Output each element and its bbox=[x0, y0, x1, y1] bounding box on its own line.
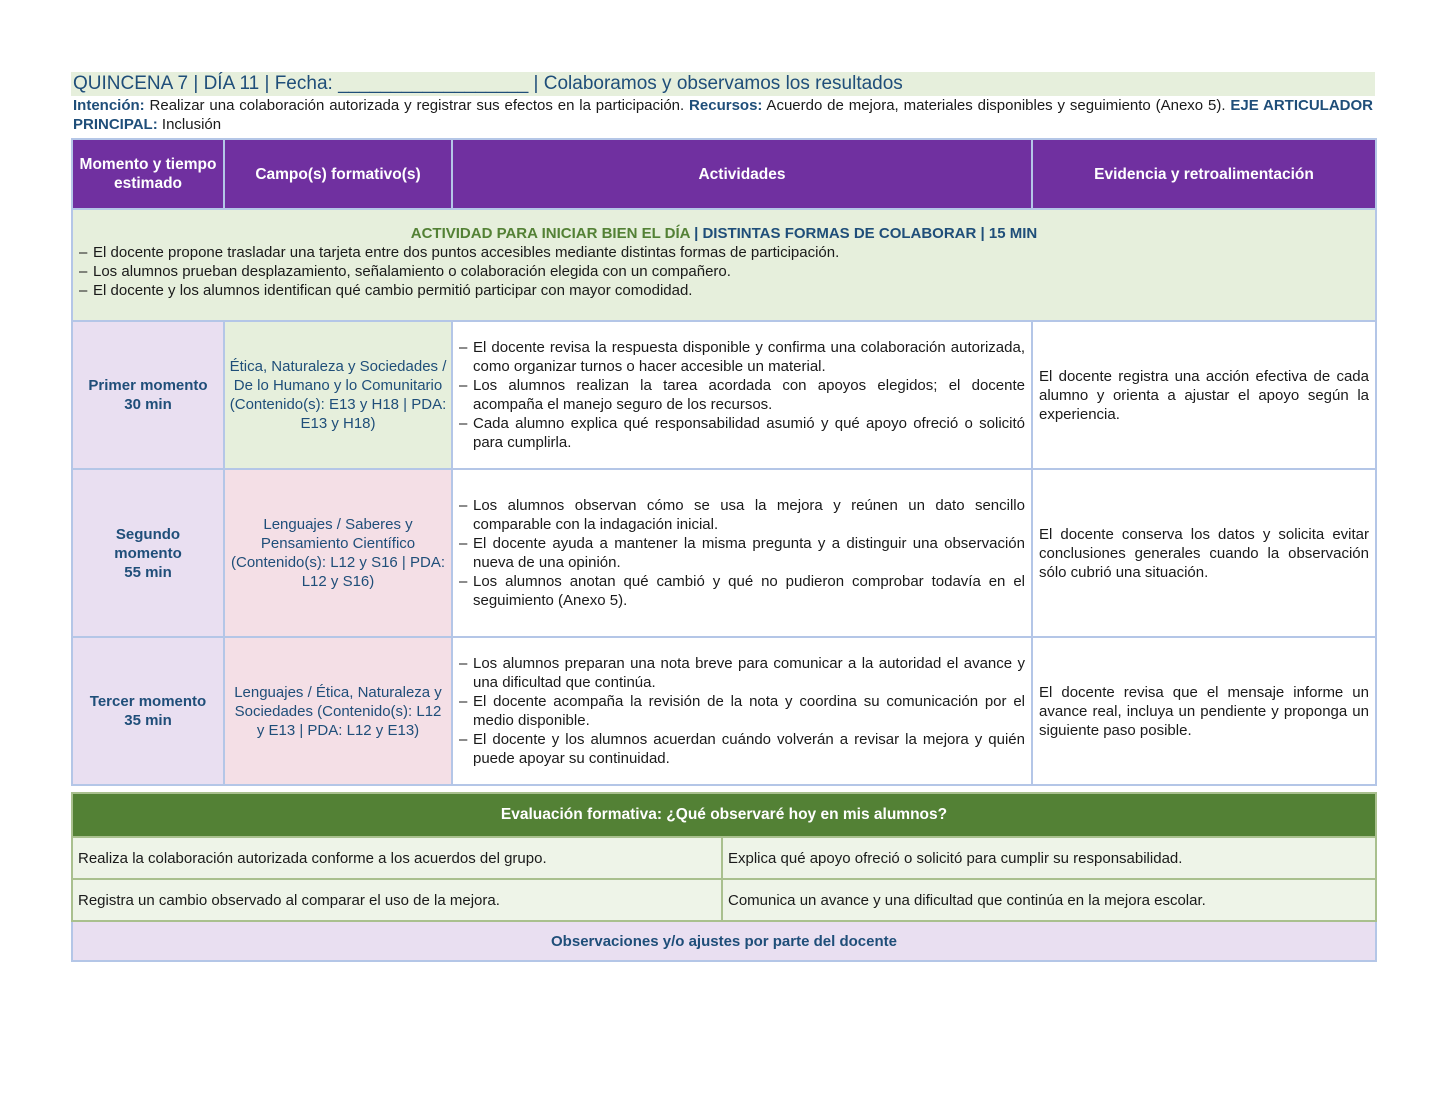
table-row bbox=[72, 837, 1376, 879]
header-campo: Campo(s) formativo(s) bbox=[224, 139, 452, 209]
starter-activity bbox=[72, 209, 1376, 321]
actividades-list bbox=[459, 654, 1025, 768]
intention-paragraph bbox=[71, 96, 1375, 134]
recursos-label: Recursos: bbox=[689, 97, 763, 114]
observations-label: Observaciones y/o ajustes por parte del docente bbox=[72, 921, 1376, 961]
list-item: – Cada alumno explica qué responsabilidad asumió y qué apoyo ofreció o solicitó para cumplirla. bbox=[459, 414, 1025, 452]
evaluation-item: Realiza la colaboración autorizada conforme a los acuerdos del grupo. bbox=[72, 837, 722, 879]
momento-cell bbox=[72, 321, 224, 469]
evidencia-cell: El docente revisa que el mensaje informe un avance real, incluya un pendiente y proponga un siguiente paso posible. bbox=[1032, 637, 1376, 785]
list-item: – Los alumnos preparan una nota breve para comunicar a la autoridad el avance y una dificultad que continúa. bbox=[459, 654, 1025, 692]
page-title: QUINCENA 7 | DÍA 11 | Fecha: __________________ | Colaboramos y observamos los resultados bbox=[71, 72, 1375, 96]
table-row bbox=[72, 637, 1376, 785]
list-item: – El docente y los alumnos identifican qué cambio permitió participar con mayor comodidad. bbox=[79, 281, 1369, 300]
starter-title-green: ACTIVIDAD PARA INICIAR BIEN EL DÍA bbox=[410, 225, 690, 242]
campo-cell: Ética, Naturaleza y Sociedades / De lo Humano y lo Comunitario (Contenido(s): E13 y H18 | PDA: E13 y H18) bbox=[224, 321, 452, 469]
table-row bbox=[72, 879, 1376, 921]
momento-time: 35 min bbox=[124, 712, 172, 729]
activities-table bbox=[71, 138, 1377, 786]
list-item: – Los alumnos prueban desplazamiento, señalamiento o colaboración elegida con un compañero. bbox=[79, 262, 1369, 281]
list-item: – El docente ayuda a mantener la misma pregunta y a distinguir una observación nueva de una opinión. bbox=[459, 534, 1025, 572]
campo-cell: Lenguajes / Ética, Naturaleza y Sociedades (Contenido(s): L12 y E13 | PDA: L12 y E13) bbox=[224, 637, 452, 785]
observations-row bbox=[72, 921, 1376, 961]
actividades-cell bbox=[452, 469, 1032, 637]
evaluation-item: Registra un cambio observado al comparar el uso de la mejora. bbox=[72, 879, 722, 921]
recursos-text: Acuerdo de mejora, materiales disponibles y seguimiento (Anexo 5). bbox=[762, 97, 1231, 114]
momento-cell bbox=[72, 637, 224, 785]
evaluation-header-row bbox=[72, 793, 1376, 837]
starter-title-blue: | DISTINTAS FORMAS DE COLABORAR | 15 MIN bbox=[689, 225, 1038, 242]
momento-label: Segundo momento bbox=[114, 525, 182, 562]
starter-title bbox=[79, 224, 1369, 243]
intencion-text: Realizar una colaboración autorizada y registrar sus efectos en la participación. bbox=[144, 97, 690, 114]
intencion-label: Intención: bbox=[73, 97, 145, 114]
header-evidencia: Evidencia y retroalimentación bbox=[1032, 139, 1376, 209]
eje-text: Inclusión bbox=[157, 116, 222, 133]
evidencia-cell: El docente conserva los datos y solicita evitar conclusiones generales cuando la observación sólo cubrió una situación. bbox=[1032, 469, 1376, 637]
table-row bbox=[72, 321, 1376, 469]
actividades-list bbox=[459, 496, 1025, 610]
list-item: – El docente revisa la respuesta disponible y confirma una colaboración autorizada, como organizar turnos o hacer accesible un material. bbox=[459, 338, 1025, 376]
momento-cell bbox=[72, 469, 224, 637]
momento-time: 30 min bbox=[124, 396, 172, 413]
evaluation-item: Explica qué apoyo ofreció o solicitó para cumplir su responsabilidad. bbox=[722, 837, 1376, 879]
actividades-list bbox=[459, 338, 1025, 452]
campo-cell: Lenguajes / Saberes y Pensamiento Científico (Contenido(s): L12 y S16 | PDA: L12 y S16) bbox=[224, 469, 452, 637]
evaluation-title: Evaluación formativa: ¿Qué observaré hoy en mis alumnos? bbox=[72, 793, 1376, 837]
evaluation-table bbox=[71, 792, 1377, 962]
list-item: – Los alumnos anotan qué cambió y qué no pudieron comprobar todavía en el seguimiento (Anexo 5). bbox=[459, 572, 1025, 610]
list-item: – El docente propone trasladar una tarjeta entre dos puntos accesibles mediante distintas formas de participación. bbox=[79, 243, 1369, 262]
list-item: – Los alumnos observan cómo se usa la mejora y reúnen un dato sencillo comparable con la indagación inicial. bbox=[459, 496, 1025, 534]
header-actividades: Actividades bbox=[452, 139, 1032, 209]
starter-list bbox=[79, 243, 1369, 300]
table-row bbox=[72, 469, 1376, 637]
actividades-cell bbox=[452, 637, 1032, 785]
momento-label: Tercer momento bbox=[89, 693, 207, 710]
lesson-page bbox=[71, 72, 1375, 962]
list-item: – El docente acompaña la revisión de la nota y coordina su comunicación por el medio disponible. bbox=[459, 692, 1025, 730]
table-header-row bbox=[72, 139, 1376, 209]
actividades-cell bbox=[452, 321, 1032, 469]
momento-time: 55 min bbox=[124, 563, 172, 581]
momento-label: Primer momento bbox=[88, 377, 208, 394]
header-momento: Momento y tiempo estimado bbox=[72, 139, 224, 209]
eje-label: EJE ARTICULADOR PRINCIPAL: bbox=[73, 97, 1373, 133]
list-item: – El docente y los alumnos acuerdan cuándo volverán a revisar la mejora y quién puede apoyar su continuidad. bbox=[459, 730, 1025, 768]
evidencia-cell: El docente registra una acción efectiva de cada alumno y orienta a ajustar el apoyo según la experiencia. bbox=[1032, 321, 1376, 469]
starter-row bbox=[72, 209, 1376, 321]
list-item: – Los alumnos realizan la tarea acordada con apoyos elegidos; el docente acompaña el manejo seguro de los recursos. bbox=[459, 376, 1025, 414]
evaluation-item: Comunica un avance y una dificultad que continúa en la mejora escolar. bbox=[722, 879, 1376, 921]
